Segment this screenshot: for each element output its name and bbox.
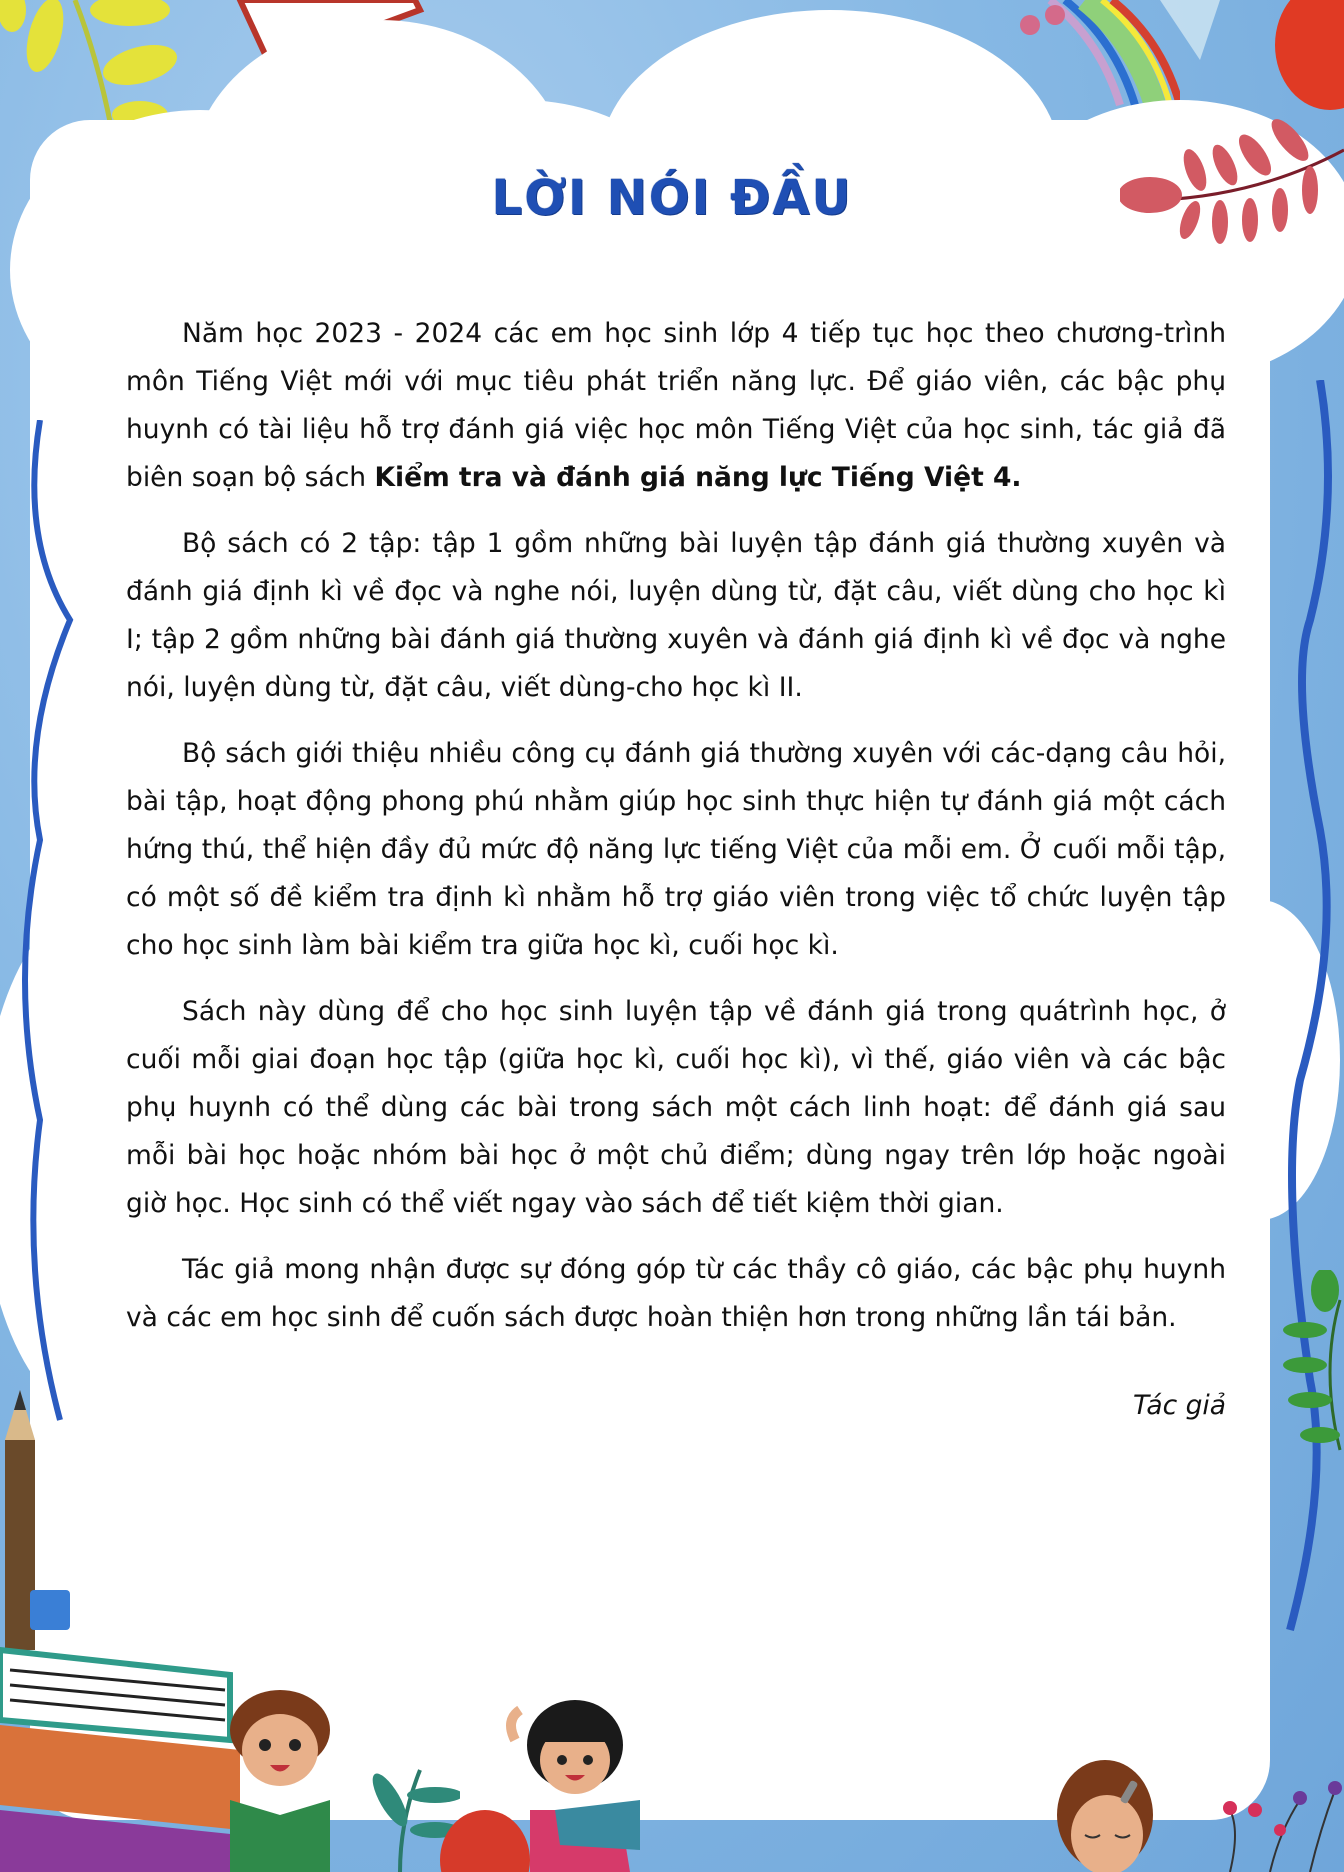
left-border-wave (0, 420, 100, 1520)
cloud-bump (600, 10, 1060, 310)
preface-body (126, 310, 1226, 1448)
girl-bottom-right-icon (1055, 1760, 1155, 1872)
paragraph-5: Tác giả mong nhận được sự đóng góp từ các thầy cô giáo, các bậc phụ huynh và các em học sinh để cuốn sách được hoàn thiện hơn trong những lần tái bản. (126, 1254, 1226, 1333)
paragraph-1-text: Năm học 2023 - 2024 các em học sinh lớp 4 tiếp tục học theo chương-trình môn Tiếng Việt mới với mục tiêu phát triển năng lực. Để giáo viên, các bậc phụ huynh có tài liệu hỗ trợ đánh giá việc học môn Tiếng Việt của học sinh, tác giả đã biên soạn bộ sách (126, 318, 1226, 493)
paragraph-2: Bộ sách có 2 tập: tập 1 gồm những bài luyện tập đánh giá thường xuyên và đánh giá định kì về đọc và nghe nói, luyện dùng từ, đặt câu, viết dùng cho học kì I; tập 2 gồm những bài đánh giá thường xuyên và đánh giá định kì về đọc và nghe nói, luyện dùng từ, đặt câu, viết dùng-cho học kì II. (126, 528, 1226, 703)
paragraph-3: Bộ sách giới thiệu nhiều công cụ đánh giá thường xuyên với các-dạng câu hỏi, bài tập, hoạt động phong phú nhằm giúp học sinh thực hiện tự đánh giá một cách hứng thú, thể hiện đầy đủ mức độ năng lực tiếng Việt của mỗi em. Ở cuối mỗi tập, có một số đề kiểm tra định kì nhằm hỗ trợ giáo viên trong việc tổ chức luyện tập cho học sinh làm bài kiểm tra giữa học kì, cuối học kì. (126, 738, 1226, 961)
red-apple-icon (1270, 0, 1344, 110)
paragraph-4: Sách này dùng để cho học sinh luyện tập về đánh giá trong quátrình học, ở cuối mỗi giai đoạn học tập (giữa học kì, cuối học kì), vì thế, giáo viên và các bậc phụ huynh có thể dùng các bài trong sách một cách linh hoạt: để đánh giá sau mỗi bài học hoặc nhóm bài học ở một chủ điểm; dùng ngay trên lớp hoặc ngoài giờ học. Học sinh có thể viết ngay vào sách để tiết kiệm thời gian. (126, 996, 1226, 1219)
book-title-bold: Kiểm tra và đánh giá năng lực Tiếng Việt 4. (374, 462, 1022, 493)
author-signature: Tác giả (1132, 1390, 1226, 1421)
page-title: LỜI NÓI ĐẦU (491, 170, 853, 226)
paper-plane-icon (1150, 0, 1230, 70)
green-branch-icon (1280, 1270, 1344, 1460)
right-border-wave (1280, 380, 1344, 1680)
paragraph-1 (126, 310, 1226, 502)
berry-branch-icon (1210, 1770, 1344, 1872)
girl-reading-icon (500, 1700, 650, 1872)
boy-reading-icon (220, 1690, 350, 1872)
